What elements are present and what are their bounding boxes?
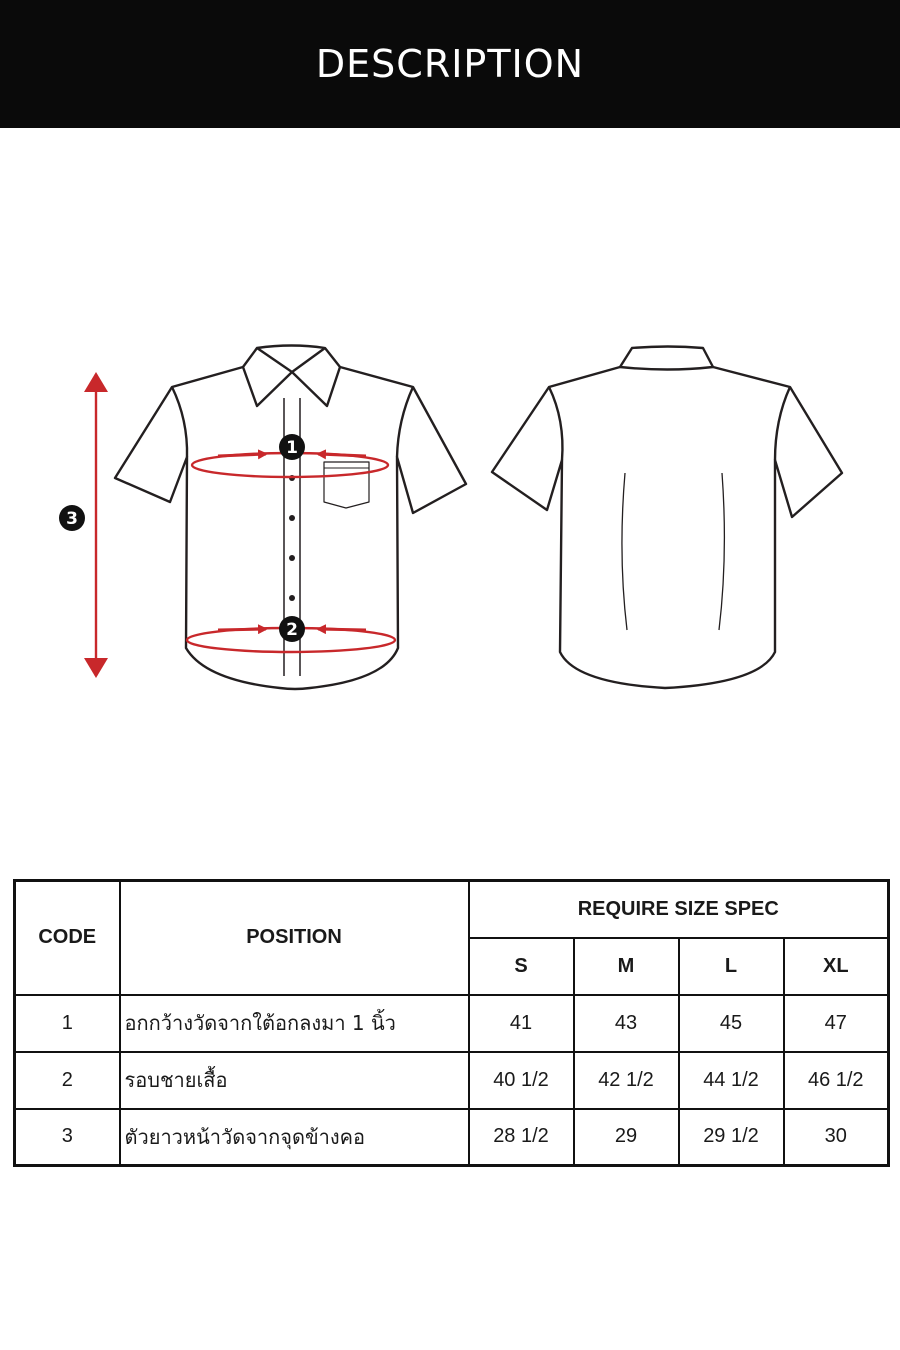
- measure-arrow-icon: [84, 372, 108, 392]
- row-code: 3: [15, 1109, 120, 1166]
- marker-label: 1: [286, 438, 298, 458]
- table-row: [15, 995, 889, 1052]
- row-value: 41: [469, 995, 574, 1052]
- row-value: 28 1/2: [469, 1109, 574, 1166]
- row-position: ตัวยาวหน้าวัดจากจุดข้างคอ: [120, 1109, 469, 1166]
- marker-label: 2: [286, 620, 298, 640]
- row-value: 29: [574, 1109, 679, 1166]
- size-header-s: S: [469, 938, 574, 995]
- length-measure: [84, 372, 108, 678]
- marker-3: [59, 505, 85, 531]
- row-position: รอบชายเสื้อ: [120, 1052, 469, 1109]
- table-row: [15, 1052, 889, 1109]
- size-header-xl: XL: [784, 938, 889, 995]
- row-value: 29 1/2: [679, 1109, 784, 1166]
- back-shirt-illustration: [492, 347, 842, 689]
- marker-1: [279, 434, 305, 460]
- row-value: 45: [679, 995, 784, 1052]
- row-position: อกกว้างวัดจากใต้อกลงมา 1 นิ้ว: [120, 995, 469, 1052]
- row-value: 43: [574, 995, 679, 1052]
- position-header: POSITION: [120, 881, 469, 995]
- page-title: DESCRIPTION: [315, 42, 585, 86]
- row-value: 42 1/2: [574, 1052, 679, 1109]
- row-value: 47: [784, 995, 889, 1052]
- row-value: 30: [784, 1109, 889, 1166]
- marker-label: 3: [66, 509, 78, 529]
- size-header-m: M: [574, 938, 679, 995]
- row-value: 46 1/2: [784, 1052, 889, 1109]
- size-header-l: L: [679, 938, 784, 995]
- row-code: 1: [15, 995, 120, 1052]
- spec-header: REQUIRE SIZE SPEC: [469, 881, 889, 938]
- row-value: 40 1/2: [469, 1052, 574, 1109]
- table-row: [15, 1109, 889, 1166]
- header-bar: [0, 0, 900, 128]
- row-code: 2: [15, 1052, 120, 1109]
- row-value: 44 1/2: [679, 1052, 784, 1109]
- measure-arrow-icon: [84, 658, 108, 678]
- marker-2: [279, 616, 305, 642]
- shirt-figure: [0, 300, 900, 720]
- code-header: CODE: [15, 881, 120, 995]
- size-spec-table: [13, 879, 890, 1167]
